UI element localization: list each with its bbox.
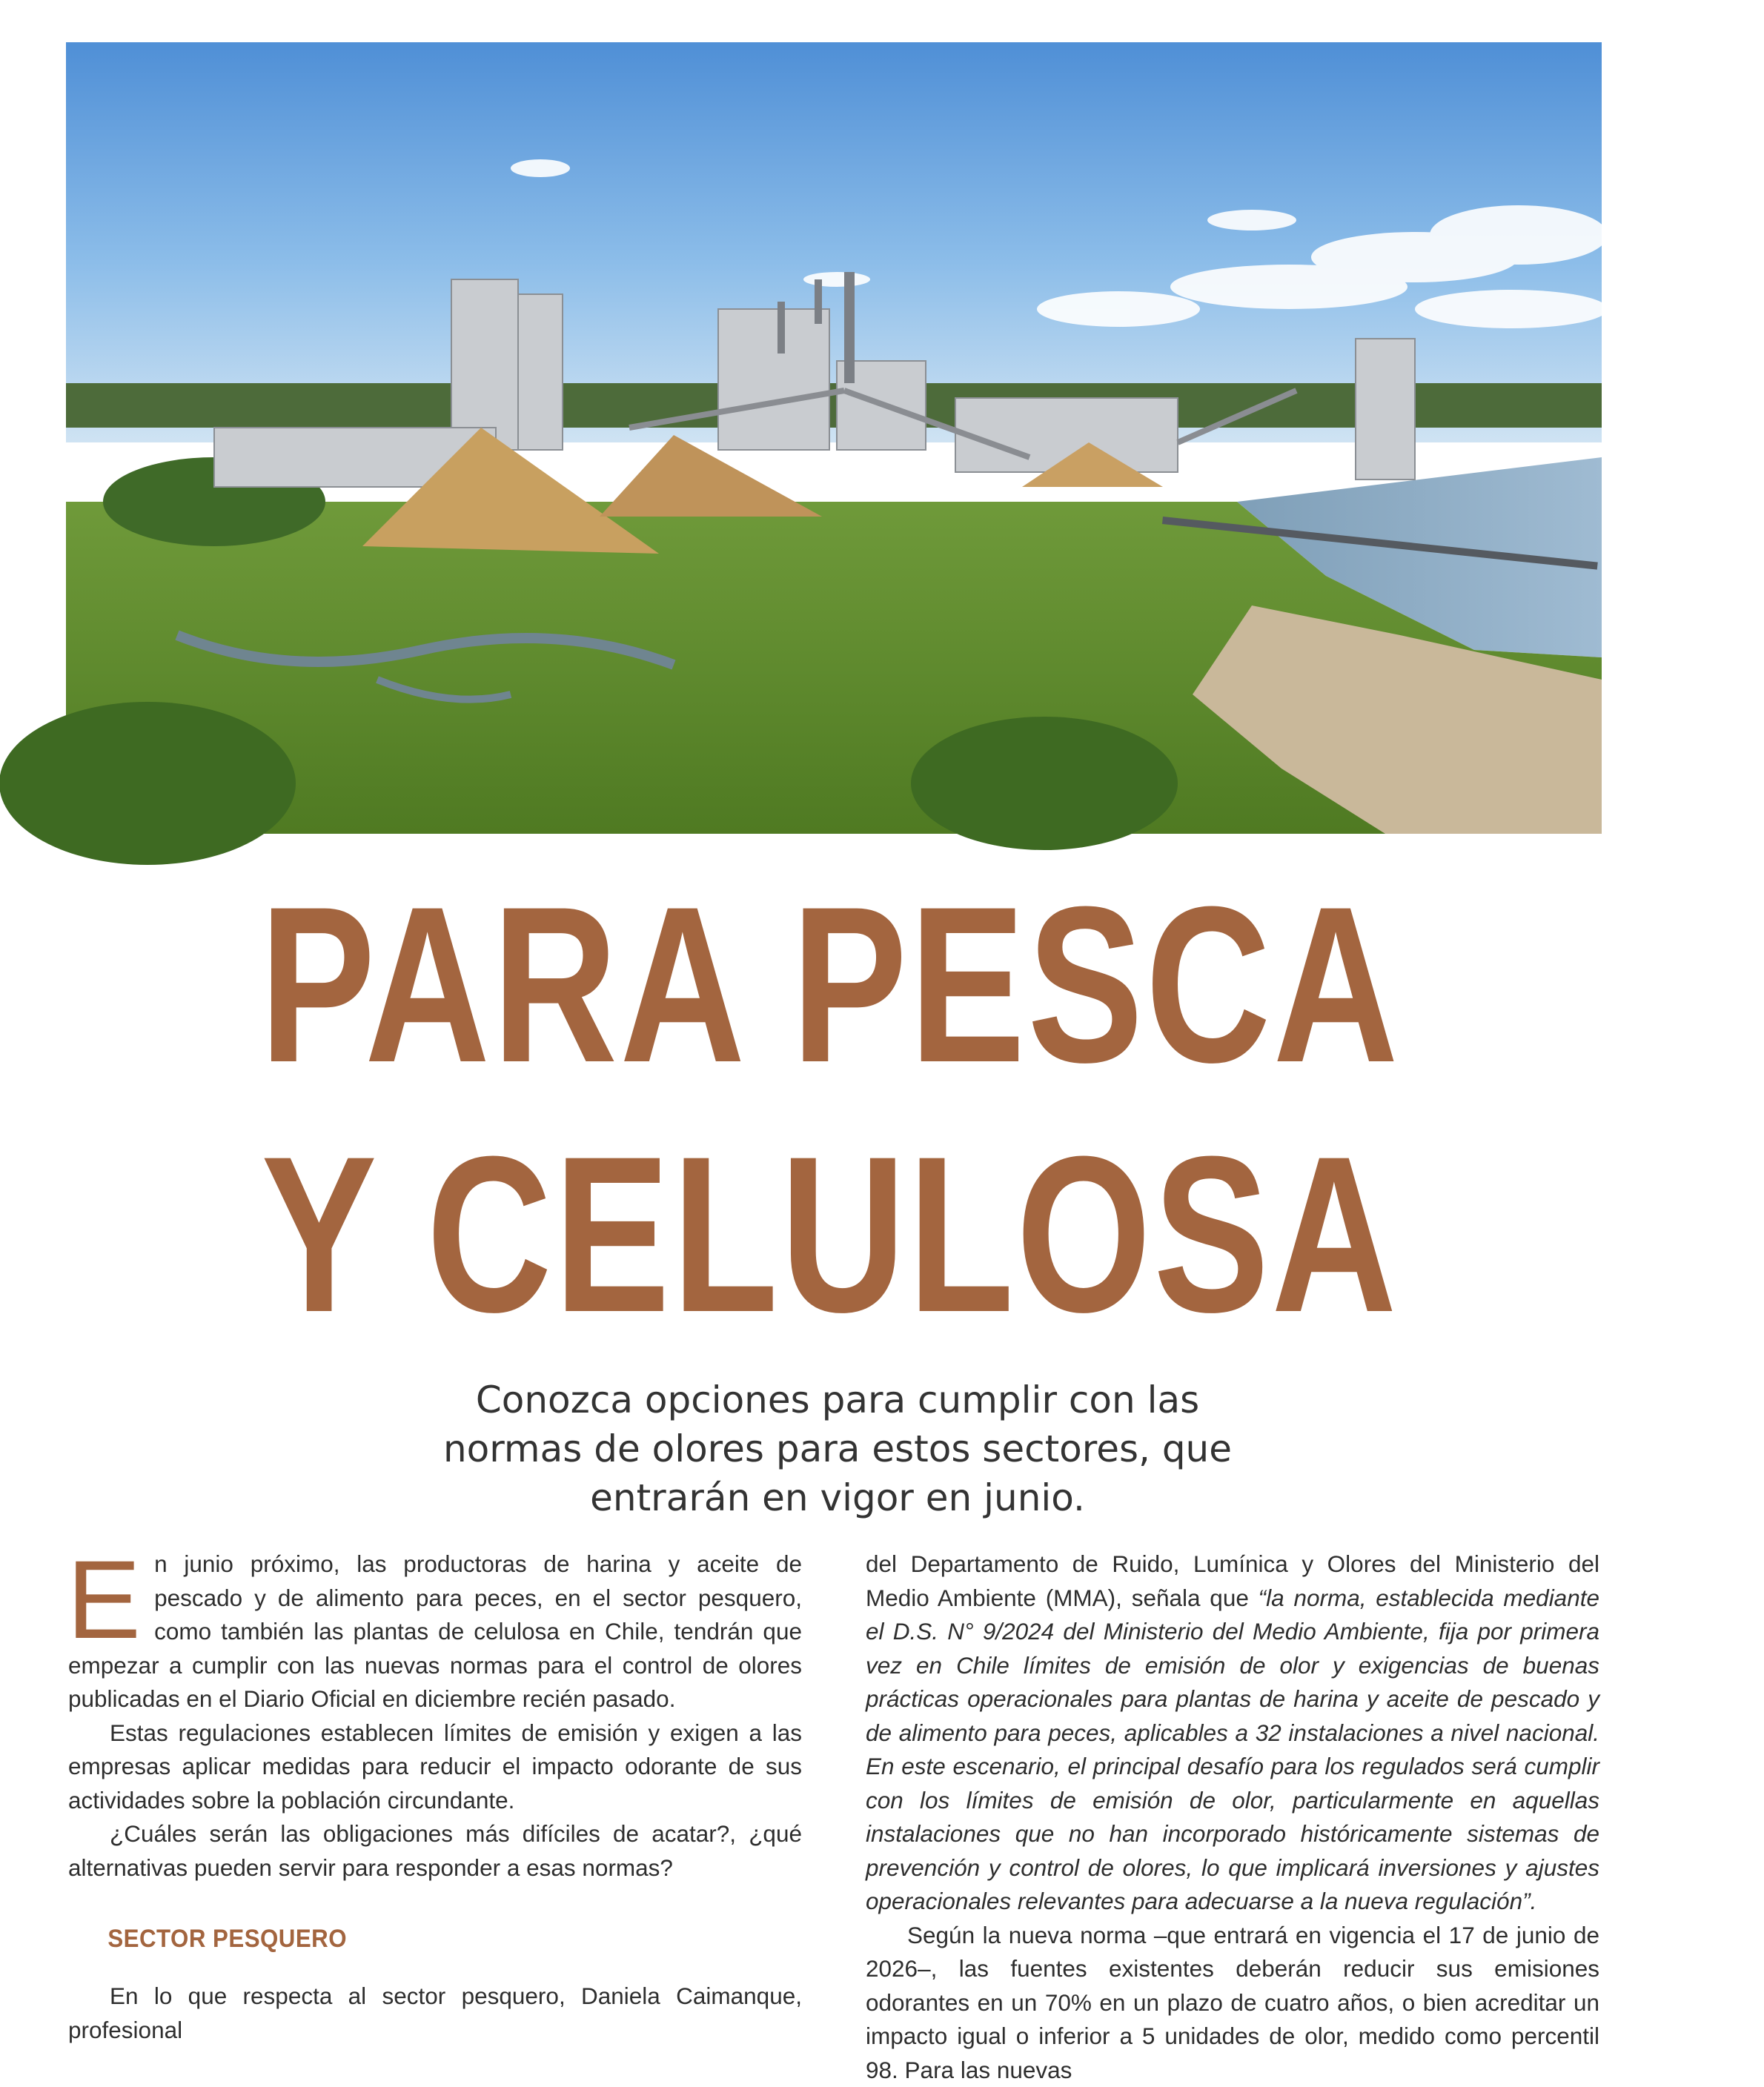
section-heading: SECTOR PESQUERO xyxy=(68,1920,743,1957)
subtitle-line-2: normas de olores para estos sectores, que xyxy=(311,1424,1364,1473)
article-column-left xyxy=(68,1547,802,2051)
subtitle xyxy=(311,1376,1364,1522)
drop-cap: E xyxy=(67,1555,141,1647)
article-paragraph-1 xyxy=(68,1547,802,1716)
quote-text: “la norma, establecida mediante el D.S. N° 9/2024 del Ministerio del Medio Ambiente, fija por primera vez en Chile límites de emisión de olor y exigencias de buenas prácticas operacionales para plantas de harina y aceite de pescado y de alimento para peces, aplicables a 32 instalaciones a nivel nacional. En este escenario, el principal desafío para los regulados será cumplir con los límites de emisión de olor, particularmente en aquellas instalaciones que no han incorporado históricamente sistemas de prevención y control de olores, lo que implicará inversiones y ajustes operacionales relevantes para adecuarse a la nueva regulación”. xyxy=(866,1585,1599,1915)
industrial-plant-photo-icon xyxy=(66,42,1602,834)
headline-line-1: PARA PESCA xyxy=(252,873,1408,1095)
article-paragraph-3: ¿Cuáles serán las obligaciones más difíciles de acatar?, ¿qué alternativas pueden servir para responder a esas normas? xyxy=(68,1817,802,1885)
article-paragraph-4: En lo que respecta al sector pesquero, Daniela Caimanque, profesional xyxy=(68,1980,802,2047)
subtitle-line-1: Conozca opciones para cumplir con las xyxy=(311,1376,1364,1424)
article-paragraph-5 xyxy=(866,1547,1599,1919)
article-photo xyxy=(66,42,1602,834)
article-column-right xyxy=(866,1547,1599,2051)
subtitle-line-3: entrarán en vigor en junio. xyxy=(311,1473,1364,1522)
headline-line-2: Y CELULOSA xyxy=(252,1123,1408,1345)
article-paragraph-6: Según la nueva norma –que entrará en vigencia el 17 de junio de 2026–, las fuentes existentes deberán reducir sus emisiones odorantes en un 70% en un plazo de cuatro años, o bien acreditar un impacto igual o inferior a 5 unidades de olor, medido como percentil 98. Para las nuevas xyxy=(866,1919,1599,2087)
paragraph-5-text: del Departamento de Ruido, Lumínica y Olores del Ministerio del Medio Ambiente (MMA), señala que xyxy=(866,1550,1599,1611)
paragraph-1-text: n junio próximo, las productoras de harina y aceite de pescado y de alimento para peces, en el sector pesquero, como también las plantas de celulosa en Chile, tendrán que empezar a cumplir con las nuevas normas para el control de olores publicadas en el Diario Oficial en diciembre recién pasado. xyxy=(68,1550,802,1712)
article-paragraph-2: Estas regulaciones establecen límites de emisión y exigen a las empresas aplicar medidas para reducir el impacto odorante de sus actividades sobre la población circundante. xyxy=(68,1716,802,1818)
